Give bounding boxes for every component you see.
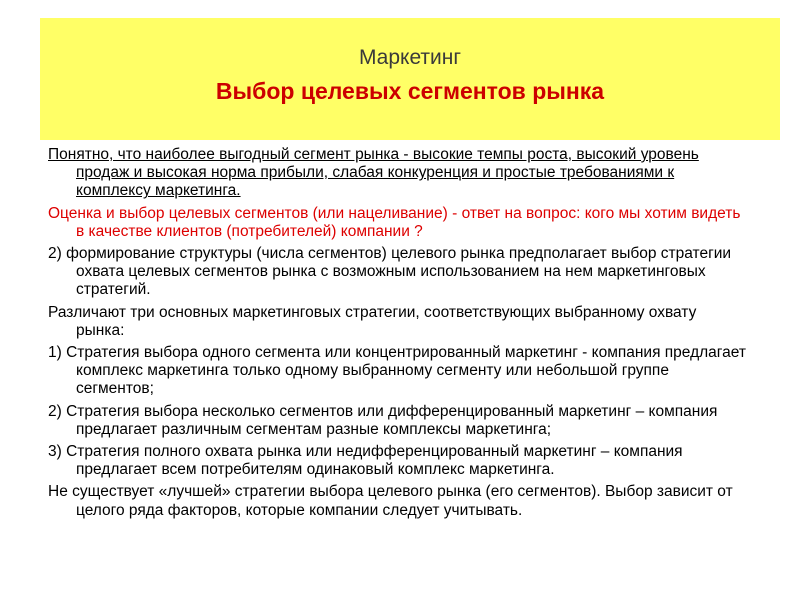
paragraph-conclusion: Не существует «лучшей» стратегии выбора целевого рынка (его сегментов). Выбор зависит от целого ряда факторов, которые компании следует учитывать. [48,483,733,519]
paragraph-structure: 2) формирование структуры (числа сегментов) целевого рынка предполагает выбор стратегии охвата целевых сегментов рынка с возможным использованием на нем маркетинговых стратегий. [48,245,732,299]
paragraph-intro: Понятно, что наиболее выгодный сегмент рынка - высокие темпы роста, высокий уровень продаж и высокая норма прибыли, слабая конкуренция и простые требованиями к комплексу маркетинга. [48,146,699,200]
slide-header [40,18,780,140]
paragraph-targeting-question: Оценка и выбор целевых сегментов (или нацеливание) - ответ на вопрос: кого мы хотим видеть в качестве клиентов (потребителей) компании ? [48,204,741,240]
paragraph-three-strategies: Различают три основных маркетинговых стратегии, соответствующих выбранному охвату рынка: [48,303,697,339]
slide-title: Маркетинг [358,46,462,69]
paragraph-strategy-3: 3) Стратегия полного охвата рынка или недифференцированный маркетинг – компания предлагает всем потребителям одинаковый комплекс маркетинга. [48,443,683,479]
paragraph-strategy-2: 2) Стратегия выбора несколько сегментов или дифференцированный маркетинг – компания предлагает различным сегментам разные комплексы маркетинга; [48,402,718,438]
paragraph-strategy-1: 1) Стратегия выбора одного сегмента или концентрированный маркетинг - компания предлагает комплекс маркетинга только одному выбранному сегменту или небольшой группе сегментов; [48,344,746,398]
slide-body [48,146,748,524]
slide-subtitle: Выбор целевых сегментов рынка [215,78,605,104]
